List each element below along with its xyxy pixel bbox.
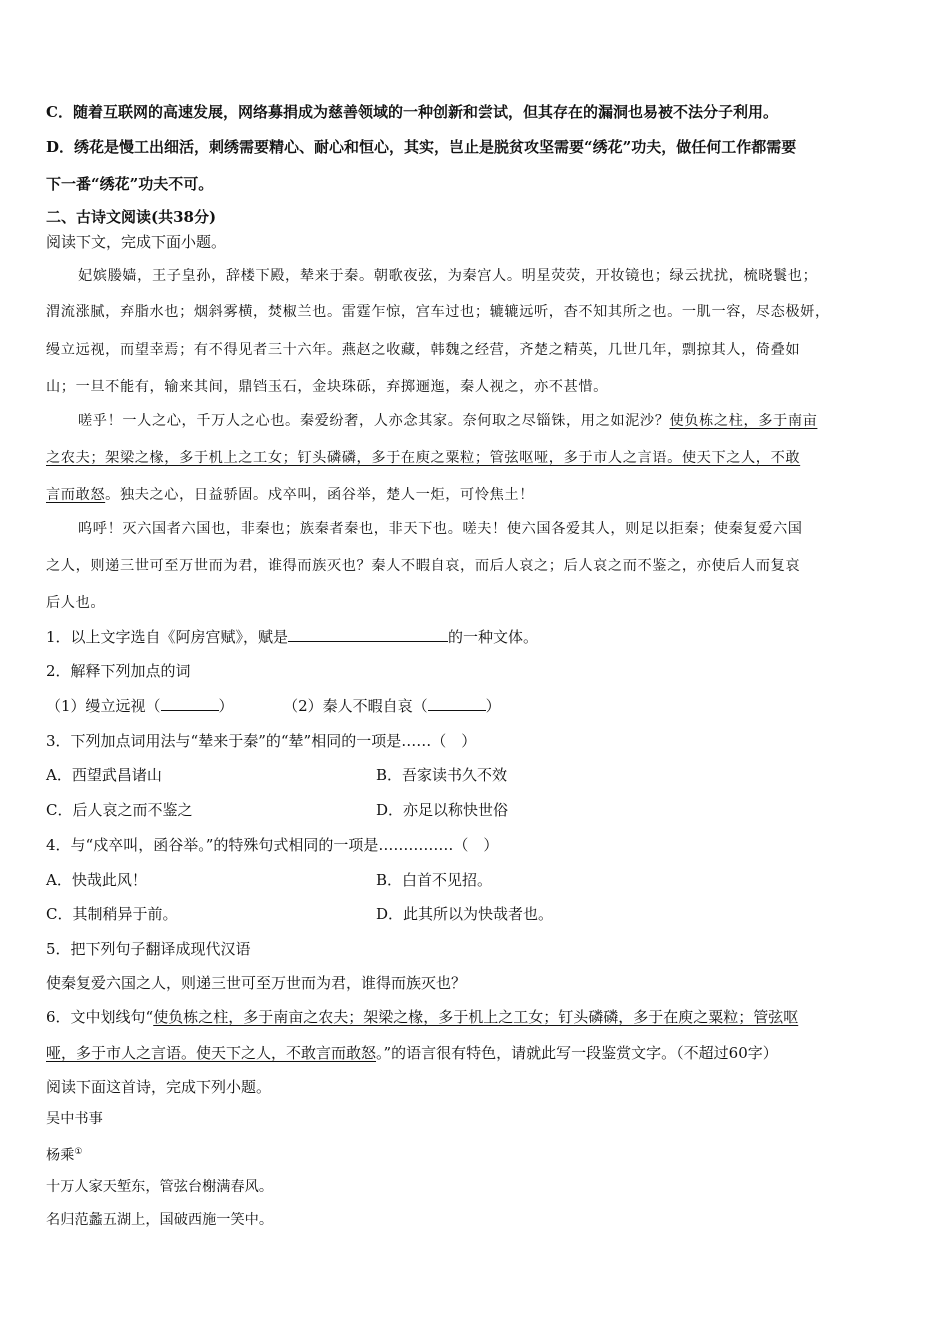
option-a[interactable]: A．快哉此风！ [46, 871, 147, 889]
option-b[interactable]: B．吾家读书久不效 [376, 766, 508, 784]
question-6-quoted-2: 哑，多于市人之言语。使天下之人，不敢言而敢怒 [46, 1044, 377, 1062]
passage-p1-line1: 妃嫔媵嫱，王子皇孙，辞楼下殿，辇来于秦。朝歌夜弦，为秦宫人。明星荧荧，开妆镜也；绿云扰扰，梳晓鬟也； [78, 268, 818, 284]
question-5: 5．把下列句子翻译成现代汉语 [46, 940, 251, 958]
poem-line-1: 十万人家天堑东，管弦台榭满春风。 [46, 1179, 274, 1195]
passage-p3-line2: 之人，则递三世可至万世而为君，谁得而族灭也？秦人不暇自哀，而后人哀之；后人哀之而不鉴之，亦使后人而复哀 [46, 558, 801, 574]
passage-p1-line2: 渭流涨腻，弃脂水也；烟斜雾横，焚椒兰也。雷霆乍惊，宫车过也；辘辘远听，杳不知其所之也。一肌一容，尽态极妍， [46, 304, 830, 320]
question-3-row1 [46, 765, 508, 785]
option-d[interactable]: D．亦足以称快世俗 [376, 801, 509, 819]
poem-author-name: 杨乘 [46, 1147, 75, 1164]
question-6-line2 [46, 1043, 778, 1063]
option-d-line1: D．绣花是慢工出细活，刺绣需要精心、耐心和恒心，其实，岂止是脱贫攻坚需要“绣花”功夫，做任何工作都需要 [46, 138, 797, 156]
passage-p2-line3 [46, 485, 534, 505]
section-title: 二、古诗文阅读(共38分) [46, 208, 217, 226]
poem-author [46, 1142, 82, 1166]
passage-p1-line3: 缦立远视，而望幸焉；有不得见者三十六年。燕赵之收藏，韩魏之经营，齐楚之精英，几世几年，剽掠其人，倚叠如 [46, 342, 801, 358]
answer-blank[interactable] [288, 627, 448, 642]
question-4-row2 [46, 904, 554, 924]
underlined-sentence-part-2: 之农夫；架梁之椽，多于机上之工女；钉头磷磷，多于在庾之粟粒；管弦呕哑，多于市人之言语。使天下之人，不敢 [46, 450, 801, 466]
question-4-row1 [46, 870, 493, 890]
question-1-tail: 的一种文体。 [448, 628, 539, 646]
answer-blank[interactable] [428, 696, 486, 711]
answer-blank[interactable] [161, 696, 219, 711]
question-4: 4．与“戍卒叫，函谷举。”的特殊句式相同的一项是……………（ ） [46, 836, 499, 854]
passage-p3-line3: 后人也。 [46, 595, 106, 611]
passage-p2-plain-3: 。独夫之心，日益骄固。戍卒叫，函谷举，楚人一炬，可怜焦土！ [105, 487, 534, 503]
option-c: C．随着互联网的高速发展，网络募捐成为慈善领域的一种创新和尝试，但其存在的漏洞也易被不法分子利用。 [46, 103, 778, 121]
question-6-quoted-1: 使负栋之柱，多于南亩之农夫；架梁之椽，多于机上之工女；钉头磷磷，多于在庾之粟粒；管弦呕 [153, 1008, 799, 1026]
question-2-sub1: （1）缦立远视（ [46, 697, 161, 715]
question-2-sub2-end: ） [485, 697, 501, 715]
question-2: 2．解释下列加点的词 [46, 662, 191, 680]
question-1 [46, 627, 538, 647]
question-3: 3．下列加点词用法与“辇来于秦”的“辇”相同的一项是……（ ） [46, 732, 477, 750]
question-2-subitems [46, 696, 501, 716]
passage-p2-line1 [78, 411, 817, 431]
question-3-row2 [46, 800, 509, 820]
poem-instruction: 阅读下面这首诗，完成下列小题。 [46, 1078, 272, 1096]
question-6-text: 6．文中划线句“ [46, 1008, 154, 1026]
underlined-sentence-part-1: 使负栋之柱，多于南亩 [669, 413, 818, 429]
option-c[interactable]: C．其制稍异于前。 [46, 905, 178, 923]
option-d[interactable]: D．此其所以为快哉者也。 [376, 905, 554, 923]
passage-p3-line1: 呜呼！灭六国者六国也，非秦也；族秦者秦也，非天下也。嗟夫！使六国各爱其人，则足以拒秦；使秦复爱六国 [78, 521, 803, 537]
question-5-sentence: 使秦复爱六国之人，则递三世可至万世而为君，谁得而族灭也？ [46, 974, 467, 992]
footnote-marker: ① [74, 1147, 83, 1157]
question-2-sub1-end: ） [218, 697, 234, 715]
poem-title: 吴中书事 [46, 1111, 103, 1127]
passage-p1-line4: 山；一旦不能有，输来其间，鼎铛玉石，金块珠砾，弃掷逦迤，秦人视之，亦不甚惜。 [46, 379, 608, 395]
question-2-sub2: （2）秦人不暇自哀（ [283, 697, 428, 715]
poem-line-2: 名归范蠡五湖上，国破西施一笑中。 [46, 1212, 274, 1228]
question-6-line1 [46, 1007, 798, 1027]
section-instruction: 阅读下文，完成下面小题。 [46, 233, 227, 251]
option-a[interactable]: A．西望武昌诸山 [46, 766, 162, 784]
option-c[interactable]: C．后人哀之而不鉴之 [46, 801, 193, 819]
question-1-text: 1．以上文字选自《阿房宫赋》，赋是 [46, 628, 289, 646]
underlined-sentence-part-3: 言而敢怒 [46, 487, 106, 503]
option-b[interactable]: B．白首不见招。 [376, 871, 493, 889]
question-6-tail: 。”的语言很有特色，请就此写一段鉴赏文字。（不超过60字） [376, 1044, 778, 1062]
option-d-line2: 下一番“绣花”功夫不可。 [46, 175, 214, 193]
passage-p2-plain-1: 嗟乎！一人之心，千万人之心也。秦爱纷奢，人亦念其家。奈何取之尽锱铢，用之如泥沙？ [78, 413, 670, 429]
